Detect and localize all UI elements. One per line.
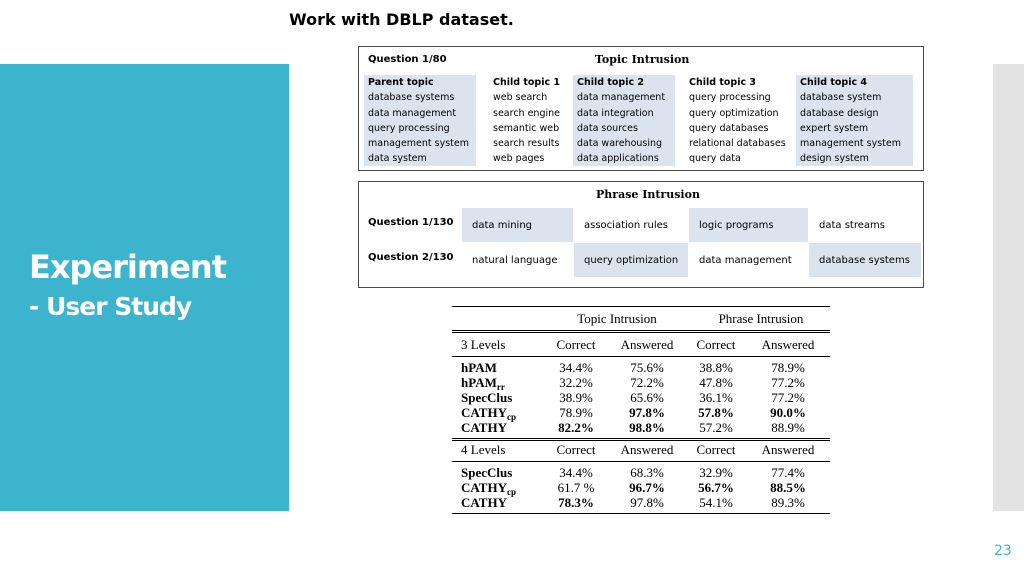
topic-column-2: [573, 75, 675, 166]
value-cell: 88.9%: [771, 420, 805, 435]
table-rule: [452, 306, 830, 307]
table-row: [452, 480, 830, 495]
column-header: Answered: [761, 337, 815, 352]
value-cell: 32.2%: [559, 375, 593, 390]
topic-phrase: search engine: [493, 107, 560, 119]
column-header: Correct: [556, 337, 596, 352]
method-name: CATHY: [461, 420, 507, 435]
topic-phrase: web search: [493, 92, 548, 104]
phrase-intrusion-title: Phrase Intrusion: [596, 188, 700, 201]
value-cell: 78.9%: [559, 405, 593, 420]
topic-phrase: data management: [577, 92, 666, 104]
slide-title: Experiment: [29, 248, 226, 286]
table-row: [452, 405, 830, 420]
table-row: [452, 375, 830, 390]
value-cell: 38.8%: [699, 360, 733, 375]
topic-phrase: expert system: [800, 122, 869, 134]
column-header: Correct: [696, 442, 736, 457]
topic-column-header: Child topic 3: [689, 77, 757, 88]
topic-phrase: database systems: [368, 92, 455, 104]
value-cell: 38.9%: [559, 390, 593, 405]
value-cell: 32.9%: [699, 465, 733, 480]
right-gray-strip: [993, 64, 1024, 511]
value-cell: 77.2%: [771, 390, 805, 405]
phrase-question-label: Question 1/130: [368, 217, 454, 228]
topic-phrase: web pages: [493, 153, 545, 165]
table-row: [452, 390, 830, 405]
topic-intrusion-title: Topic Intrusion: [595, 53, 690, 66]
table-rule: [452, 356, 830, 357]
topic-phrase: database system: [800, 92, 882, 104]
method-subscript: cp: [506, 412, 516, 422]
topic-column-0: [364, 75, 476, 166]
value-cell: 54.1%: [699, 495, 733, 510]
phrase-option: data mining: [462, 208, 573, 242]
group-header-row: [452, 311, 830, 326]
value-cell: 36.1%: [699, 390, 733, 405]
method-name: $CATHY_{cp}$: [461, 480, 516, 497]
topic-phrase: query processing: [689, 92, 771, 104]
slide-heading: Work with DBLP dataset.: [289, 10, 514, 29]
value-cell: 78.3%: [558, 495, 594, 510]
value-cell: 96.7%: [629, 480, 665, 495]
method-name: SpecClus: [461, 465, 513, 480]
value-cell: 97.8%: [629, 405, 665, 420]
value-cell: 82.2%: [558, 420, 594, 435]
value-cell: 65.6%: [630, 390, 664, 405]
phrase-option: association rules: [584, 219, 668, 231]
value-cell: 75.6%: [630, 360, 664, 375]
phrase-option: query optimization: [574, 243, 688, 277]
column-header: Answered: [620, 337, 674, 352]
topic-phrase: query processing: [368, 122, 450, 134]
phrase-option: natural language: [472, 254, 558, 266]
table-rule: [452, 513, 830, 514]
table-rule: [452, 461, 830, 462]
topic-phrase: search results: [493, 138, 560, 150]
table-rule: [452, 332, 830, 333]
method-subscript: cp: [506, 487, 516, 497]
table-row: [452, 360, 830, 375]
topic-phrase: data integration: [577, 107, 654, 119]
table-row: [452, 495, 830, 510]
table-row: [452, 465, 830, 480]
value-cell: 34.4%: [559, 360, 593, 375]
value-cell: 57.2%: [699, 420, 733, 435]
value-cell: 68.3%: [630, 465, 664, 480]
section-label: 3 Levels: [461, 337, 506, 352]
group-header-topic: Topic Intrusion: [577, 311, 657, 326]
phrase-option: data streams: [819, 219, 885, 231]
group-header-phrase: Phrase Intrusion: [718, 311, 804, 326]
slide-subtitle: - User Study: [29, 292, 192, 321]
topic-column-header: Child topic 2: [577, 77, 645, 88]
topic-phrase: data sources: [577, 122, 638, 134]
topic-phrase: data management: [368, 107, 457, 119]
phrase-intrusion-panel: [358, 181, 924, 288]
table-rule: [452, 438, 830, 439]
left-accent-band: [0, 64, 289, 511]
topic-phrase: semantic web: [493, 122, 560, 134]
section-label: 4 Levels: [461, 442, 506, 457]
topic-question-label: Question 1/80: [368, 54, 447, 65]
topic-phrase: query optimization: [689, 107, 779, 119]
value-cell: 61.7 %: [557, 480, 595, 495]
value-cell: 47.8%: [699, 375, 733, 390]
method-name: hPAM: [461, 360, 497, 375]
column-header: Correct: [556, 442, 596, 457]
topic-phrase: management system: [368, 138, 470, 150]
value-cell: 88.5%: [770, 480, 806, 495]
topic-column-header: Parent topic: [368, 77, 434, 88]
phrase-option: database systems: [809, 243, 921, 277]
value-cell: 72.2%: [630, 375, 664, 390]
topic-phrase: data applications: [577, 153, 659, 165]
value-cell: 77.4%: [771, 465, 805, 480]
phrase-option: logic programs: [689, 208, 808, 242]
value-cell: 78.9%: [771, 360, 805, 375]
value-cell: 77.2%: [771, 375, 805, 390]
method-name: hPAM$_{rr}$: [461, 375, 505, 392]
topic-column-header: Child topic 4: [800, 77, 868, 88]
table-rule: [452, 440, 830, 441]
topic-column-1: [489, 75, 571, 166]
value-cell: 57.8%: [698, 405, 734, 420]
topic-phrase: database design: [800, 107, 879, 119]
value-cell: 34.4%: [559, 465, 593, 480]
column-header: Answered: [620, 442, 674, 457]
value-cell: 56.7%: [698, 480, 734, 495]
topic-phrase: query data: [689, 153, 741, 165]
topic-phrase: data system: [368, 153, 427, 165]
value-cell: 90.0%: [770, 405, 806, 420]
value-cell: 98.8%: [629, 420, 665, 435]
topic-column-3: [685, 75, 791, 166]
topic-phrase: relational databases: [689, 138, 786, 150]
section-header-row: [452, 442, 830, 457]
table-rule: [452, 330, 830, 331]
topic-intrusion-panel: [358, 46, 924, 171]
topic-phrase: data warehousing: [577, 138, 663, 150]
method-subscript: rr: [496, 382, 505, 392]
value-cell: 89.3%: [771, 495, 805, 510]
method-name: $CATHY_{cp}$: [461, 405, 516, 422]
topic-column-header: Child topic 1: [493, 77, 561, 88]
topic-phrase: query databases: [689, 122, 769, 134]
method-name: CATHY: [461, 495, 507, 510]
value-cell: 97.8%: [630, 495, 664, 510]
column-header: Correct: [696, 337, 736, 352]
section-header-row: [452, 337, 830, 352]
column-header: Answered: [761, 442, 815, 457]
page-number: 23: [994, 543, 1012, 559]
method-name: SpecClus: [461, 390, 513, 405]
phrase-question-label: Question 2/130: [368, 252, 454, 263]
topic-phrase: design system: [800, 153, 869, 165]
phrase-option: data management: [699, 254, 792, 266]
topic-column-4: [796, 75, 913, 166]
results-table: [452, 306, 830, 518]
table-row: [452, 420, 830, 435]
topic-phrase: management system: [800, 138, 902, 150]
